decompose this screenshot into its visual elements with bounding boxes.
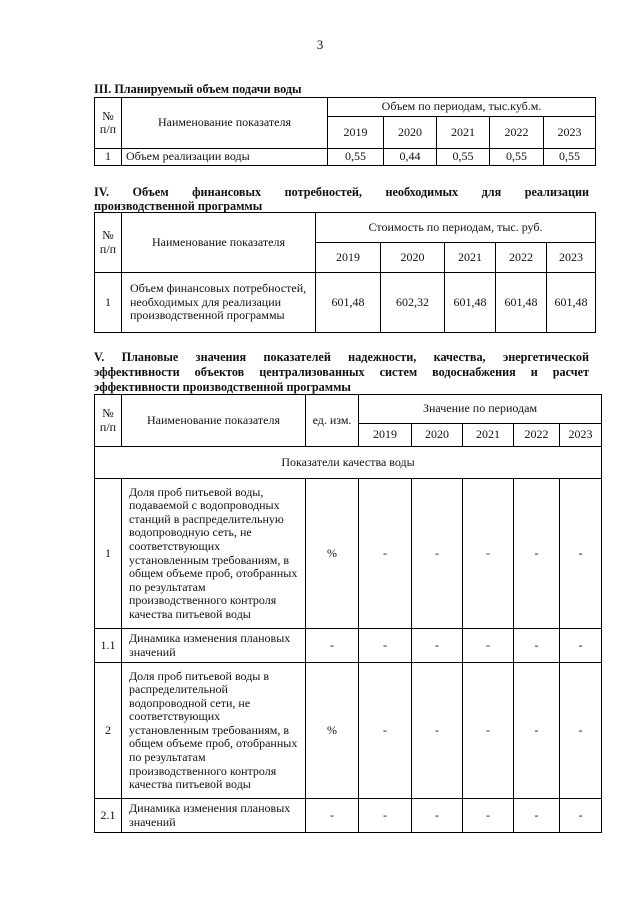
row-num: 1 — [95, 149, 122, 166]
table-row — [95, 799, 602, 833]
year-2019: 2019 — [328, 117, 384, 149]
section-5-title-line-1: V. Плановые значения показателей надежности, качества, энергетической — [94, 350, 590, 364]
year-2020: 2020 — [381, 243, 445, 273]
row-value: - — [514, 479, 560, 629]
header-num: № п/п — [95, 395, 122, 447]
header-name: Наименование показателя — [122, 213, 316, 273]
header-period: Объем по периодам, тыс.куб.м. — [328, 98, 596, 117]
year-2019: 2019 — [359, 424, 412, 447]
row-unit: % — [306, 663, 359, 799]
row-name: Объем финансовых потребностей, необходимых для реализации производственной программы — [122, 273, 316, 333]
header-num: № п/п — [95, 98, 122, 149]
row-value: - — [514, 799, 560, 833]
table-row — [95, 629, 602, 663]
row-value: - — [412, 663, 463, 799]
row-num: 2 — [95, 663, 122, 799]
row-value: 601,48 — [496, 273, 547, 333]
table-row — [95, 273, 596, 333]
row-unit: - — [306, 799, 359, 833]
row-value: 601,48 — [445, 273, 496, 333]
page-number: 3 — [316, 37, 324, 52]
row-unit: % — [306, 479, 359, 629]
row-value: 0,55 — [490, 149, 544, 166]
section-4-title-line-2: производственной программы — [94, 199, 263, 213]
row-value: 0,44 — [384, 149, 437, 166]
table-row — [95, 479, 602, 629]
row-value: 0,55 — [437, 149, 490, 166]
row-value: 601,48 — [316, 273, 381, 333]
year-2022: 2022 — [514, 424, 560, 447]
row-value: - — [412, 799, 463, 833]
row-value: - — [359, 629, 412, 663]
row-name: Объем реализации воды — [122, 149, 328, 166]
row-num: 2.1 — [95, 799, 122, 833]
row-value: - — [560, 479, 602, 629]
header-period: Стоимость по периодам, тыс. руб. — [316, 213, 596, 243]
row-value: - — [560, 663, 602, 799]
section-5-title-line-2: эффективности объектов централизованных систем водоснабжения и расчет — [94, 365, 590, 379]
row-value: - — [463, 663, 514, 799]
year-2021: 2021 — [445, 243, 496, 273]
row-value: - — [359, 479, 412, 629]
table-row — [95, 149, 596, 166]
row-value: - — [412, 629, 463, 663]
year-2022: 2022 — [490, 117, 544, 149]
row-num: 1.1 — [95, 629, 122, 663]
row-value: - — [359, 663, 412, 799]
row-value: - — [463, 799, 514, 833]
year-2023: 2023 — [544, 117, 596, 149]
header-name: Наименование показателя — [122, 395, 306, 447]
row-value: - — [560, 799, 602, 833]
row-value: - — [463, 479, 514, 629]
year-2023: 2023 — [560, 424, 602, 447]
year-2020: 2020 — [412, 424, 463, 447]
row-name: Динамика изменения плановых значений — [122, 629, 306, 663]
header-period: Значение по периодам — [359, 395, 602, 424]
header-unit: ед. изм. — [306, 395, 359, 447]
header-name: Наименование показателя — [122, 98, 328, 149]
row-num: 1 — [95, 273, 122, 333]
year-2021: 2021 — [437, 117, 490, 149]
row-value: - — [463, 629, 514, 663]
group-label-water-quality: Показатели качества воды — [95, 447, 602, 479]
quality-indicators-table — [94, 394, 602, 833]
header-num: № п/п — [95, 213, 122, 273]
row-name: Доля проб питьевой воды, подаваемой с водопроводных станций в распределительную водопроводную сеть, не соответствующих установленным требованиям, в общем объеме проб, отобранных по результатам производственного контроля качества питьевой воды — [122, 479, 306, 629]
row-unit: - — [306, 629, 359, 663]
year-2019: 2019 — [316, 243, 381, 273]
year-2022: 2022 — [496, 243, 547, 273]
row-value: - — [514, 629, 560, 663]
row-name: Динамика изменения плановых значений — [122, 799, 306, 833]
section-5-title-line-3: эффективности производственной программы — [94, 380, 351, 394]
table-row — [95, 663, 602, 799]
row-value: - — [560, 629, 602, 663]
row-value: - — [514, 663, 560, 799]
row-num: 1 — [95, 479, 122, 629]
row-name: Доля проб питьевой воды в распределительной водопроводной сети, не соответствующих установленным требованиям, в общем объеме проб, отобранных по результатам производственного контроля качества питьевой воды — [122, 663, 306, 799]
financial-needs-table — [94, 212, 596, 333]
year-2020: 2020 — [384, 117, 437, 149]
year-2023: 2023 — [547, 243, 596, 273]
section-3-title: III. Планируемый объем подачи воды — [94, 82, 302, 96]
row-value: - — [359, 799, 412, 833]
row-value: 601,48 — [547, 273, 596, 333]
year-2021: 2021 — [463, 424, 514, 447]
row-value: 602,32 — [381, 273, 445, 333]
row-value: - — [412, 479, 463, 629]
supply-volume-table — [94, 97, 596, 166]
row-value: 0,55 — [544, 149, 596, 166]
section-4-title-line-1: IV. Объем финансовых потребностей, необходимых для реализации — [94, 185, 590, 199]
row-value: 0,55 — [328, 149, 384, 166]
